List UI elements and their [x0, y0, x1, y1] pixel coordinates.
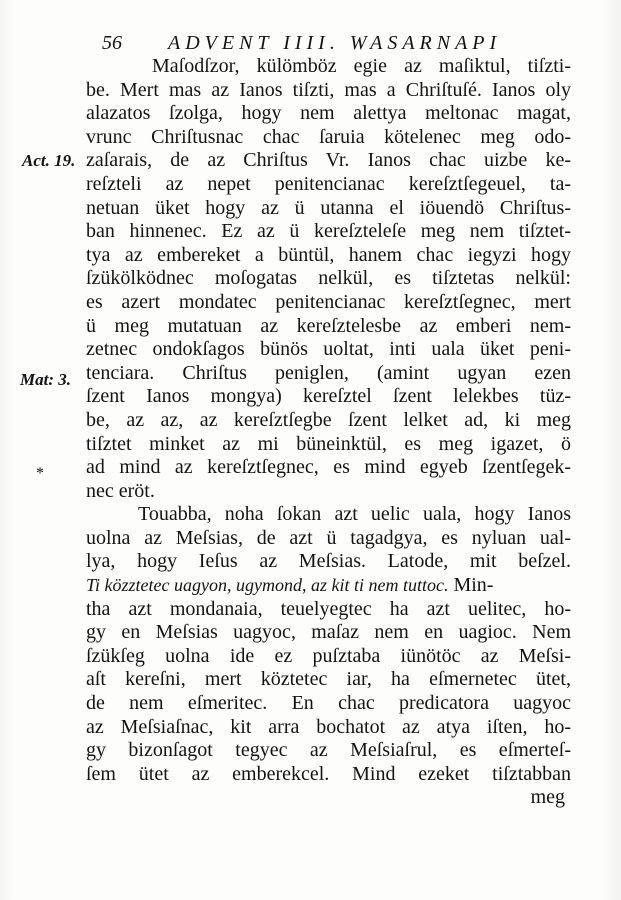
- quotation-tail: Min-: [448, 574, 494, 597]
- margin-reference-matthew: Mat: 3.: [20, 370, 71, 389]
- text-line: Touabba, noha ſokan azt uelic uala, hogy Ianos: [138, 503, 571, 526]
- catchword: meg: [530, 786, 565, 809]
- text-line: tiſztet minket az mi büneinktül, es meg igazet, ö: [86, 432, 571, 455]
- text-line: zaſarais, de az Chriſtus Vr. Ianos chac uizbe ke-: [86, 149, 571, 172]
- text-line: ſzükölködnec moſogatas nelkül, es tiſztetas nelkül:: [86, 267, 571, 290]
- text-line: az Meſsiaſnac, kit arra bochatot az atya iſten, ho-: [86, 715, 571, 738]
- quotation-line: [86, 574, 571, 598]
- text-line: be, az az, az kereſztſegbe ſzent lelket ad, ki meg: [86, 408, 571, 431]
- text-line: de nem eſmeritec. En chac predicatora uagyoc: [86, 692, 571, 715]
- text-line: aſt kereſni, mert köztetec iar, ha eſmernetec ütet,: [86, 668, 571, 691]
- text-line: lya, hogy Ieſus az Meſsias. Latode, mit beſzel.: [86, 550, 571, 573]
- page-number: 56: [102, 32, 122, 54]
- text-line: ü meg mutatuan az kereſztelesbe az emberi nem-: [86, 314, 571, 337]
- text-line: gy bizonſagot tegyec az Meſsiaſrul, es eſmerteſ-: [86, 739, 571, 762]
- text-line: ban hinnenec. Ez az ü kereſzteleſe meg nem tiſztet-: [86, 220, 571, 243]
- text-line: tenciara. Chriſtus peniglen, (amint ugyan ezen: [86, 361, 571, 384]
- text-line: Maſodſzor, külömböz egie az maſiktul, tiſzti-: [152, 55, 571, 77]
- text-line: vrunc Chriſtusnac chac ſaruia kötelenec meg odo-: [86, 125, 571, 148]
- text-line: ſzükſeg uolna ide ez puſztaba iünötöc az Meſsi-: [86, 644, 571, 667]
- margin-reference-acts: Act. 19.: [22, 151, 76, 170]
- running-title: ADVENT IIII. WASARNAPI: [168, 32, 502, 54]
- body-text: [86, 55, 571, 810]
- text-line: netuan üket hogy az ü utanna el iöuendö Chriſtus-: [86, 196, 571, 219]
- text-line: nec eröt.: [86, 479, 155, 502]
- text-line: tya az embereket a büntül, hanem chac iegyzi hogy: [86, 243, 571, 266]
- margin-mark: *: [36, 465, 44, 482]
- text-line: tha azt mondanaia, teuelyegtec ha azt uelitec, ho-: [86, 597, 571, 620]
- text-line: ad mind az kereſztſegnec, es mind egyeb ſzentſegek-: [86, 456, 571, 479]
- text-line: gy en Meſsias uagyoc, maſaz nem en uagioc. Nem: [86, 621, 571, 644]
- text-line: zetnec ondokſagos bünös uoltat, inti uala üket peni-: [86, 338, 571, 361]
- text-line: ſem ütet az emberekcel. Mind ezeket tiſztabban: [86, 762, 571, 785]
- italic-quotation: Ti közztetec uagyon, ugymond, az kit ti nem tuttoc.: [86, 575, 449, 596]
- text-line: uolna az Meſsias, de azt ü tagadgya, es nyluan ual-: [86, 526, 571, 549]
- text-line: reſzteli az nepet penitencianac kereſztſegeuel, ta-: [86, 172, 571, 195]
- text-line: ſzent Ianos mongya) kereſztel ſzent lelekbes tüz-: [86, 385, 571, 408]
- text-line: be. Mert mas az Ianos tiſzti, mas a Chriſtuſé. Ianos oly: [86, 78, 571, 101]
- text-line: es azert mondatec penitencianac kereſztſegnec, mert: [86, 290, 571, 313]
- text-line: alazatos ſzolga, hogy nem alettya meltonac magat,: [86, 102, 571, 125]
